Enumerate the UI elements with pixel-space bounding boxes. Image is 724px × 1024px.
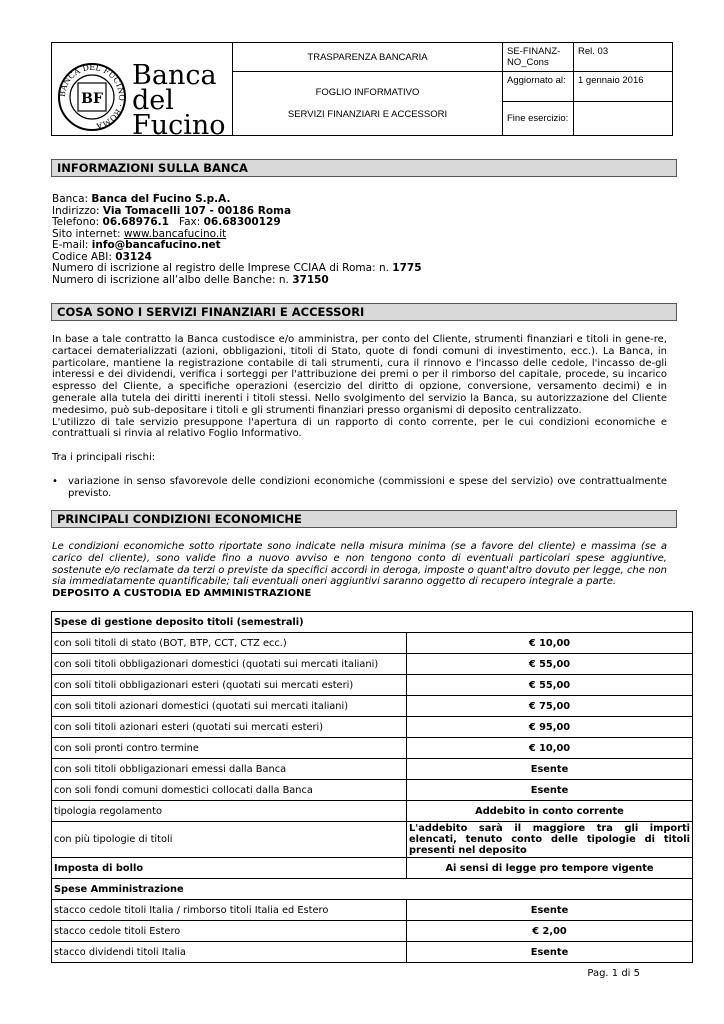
row-label: stacco dividendi titoli Italia: [52, 942, 407, 963]
website-link[interactable]: www.bancafucino.it: [123, 227, 227, 240]
row-label: con soli fondi comuni domestici collocati dalla Banca: [52, 780, 407, 801]
row-label: con soli titoli obbligazionari domestici (quotati sui mercati italiani): [52, 654, 407, 675]
header-title2: FOGLIO INFORMATIVO: [315, 86, 420, 98]
rischio-text: variazione in senso sfavorevole delle condizioni economiche (commissioni e spese del servizio) ove contrattualmente previsto.: [68, 476, 667, 499]
row-label: con soli titoli azionari esteri (quotati sui mercati esteri): [52, 717, 407, 738]
bullet-icon: •: [52, 476, 58, 487]
row-label: con soli titoli azionari domestici (quotati sui mercati italiani): [52, 696, 407, 717]
row-value: Addebito in conto corrente: [407, 801, 693, 822]
table-row: [52, 942, 693, 963]
row-label: con più tipologie di titoli: [52, 822, 407, 858]
table-row: [52, 717, 693, 738]
row-value: L'addebito sarà il maggiore tra gli importi elencati, tenuto conto delle tipologie di titoli presenti nel deposito: [407, 822, 693, 858]
row-value: Ai sensi di legge pro tempore vigente: [407, 858, 693, 879]
header-title3: SERVIZI FINANZIARI E ACCESSORI: [287, 108, 448, 120]
info-banca: Banca: Banca del Fucino S.p.A.: [52, 193, 231, 205]
table-row: [52, 633, 693, 654]
table-heading-spese-amministrazione: Spese Amministrazione: [52, 879, 693, 900]
updated-label: Aggiornato al:: [503, 72, 574, 102]
table-row: [52, 675, 693, 696]
table-row: [52, 738, 693, 759]
deposito-subtitle: DEPOSITO A CUSTODIA ED AMMINISTRAZIONE: [52, 588, 312, 599]
row-value: Esente: [407, 942, 693, 963]
table-row: [52, 900, 693, 921]
svg-text:BANCA DEL FUCINO · ROMA: BANCA DEL FUCINO · ROMA: [57, 62, 127, 131]
header-title-block: [233, 72, 503, 136]
table-heading-spese-gestione: Spese di gestione deposito titoli (semestrali): [52, 612, 693, 633]
info-telefono: Telefono: 06.68976.1 Fax: 06.68300129: [52, 216, 281, 228]
row-label: con soli titoli di stato (BOT, BTP, CCT, CTZ ecc.): [52, 633, 407, 654]
table-row: [52, 801, 693, 822]
bank-seal-logo: [56, 61, 128, 133]
release: Rel. 03: [574, 43, 673, 72]
table-row: [52, 759, 693, 780]
row-value: Esente: [407, 900, 693, 921]
email-link[interactable]: info@bancafucino.net: [91, 239, 221, 251]
row-label: stacco cedole titoli Italia / rimborso titoli Italia ed Estero: [52, 900, 407, 921]
doc-code: SE-FINANZ-NO_Cons: [503, 43, 574, 72]
info-registro: Numero di iscrizione al registro delle Imprese CCIAA di Roma: n. 1775: [52, 262, 422, 274]
servizi-description: [52, 334, 667, 440]
svg-text:BF: BF: [81, 91, 103, 107]
row-label: con soli titoli obbligazionari esteri (quotati sui mercati esteri): [52, 675, 407, 696]
bank-info-block: [52, 194, 422, 286]
info-sito: Sito internet: www.bancafucino.it: [52, 227, 227, 240]
info-albo: Numero di iscrizione all’albo delle Banche: n. 37150: [52, 273, 329, 286]
table-row: [52, 696, 693, 717]
table-row: [52, 858, 693, 879]
row-value: € 55,00: [407, 654, 693, 675]
rischi-intro: Tra i principali rischi:: [52, 452, 156, 463]
row-label: Imposta di bollo: [52, 858, 407, 879]
section-title-info-banca: INFORMAZIONI SULLA BANCA: [51, 159, 677, 177]
row-value: € 2,00: [407, 921, 693, 942]
updated-value: 1 gennaio 2016: [574, 72, 673, 102]
row-label: tipologia regolamento: [52, 801, 407, 822]
row-label: con soli titoli obbligazionari emessi dalla Banca: [52, 759, 407, 780]
fine-value: [574, 102, 673, 136]
header-table: [51, 42, 673, 141]
row-value: € 55,00: [407, 675, 693, 696]
table-row: [52, 822, 693, 858]
info-indirizzo: Indirizzo: Via Tomacelli 107 - 00186 Roma: [52, 204, 292, 217]
row-value: € 10,00: [407, 633, 693, 654]
conditions-table: [51, 611, 693, 963]
fine-label: Fine esercizio:: [503, 102, 574, 136]
logo-line1: Banca: [132, 60, 217, 91]
row-value: € 10,00: [407, 738, 693, 759]
bank-logo-text: [132, 60, 232, 141]
info-abi: Codice ABI: 03124: [52, 250, 152, 263]
page-number: Pag. 1 di 5: [587, 968, 640, 979]
info-email: E-mail: info@bancafucino.net: [52, 239, 221, 251]
section-title-servizi: COSA SONO I SERVIZI FINANZIARI E ACCESSORI: [51, 303, 677, 321]
header-title1: TRASPARENZA BANCARIA: [233, 43, 503, 72]
rischio-bullet: [52, 476, 667, 500]
servizi-paragraph1: In base a tale contratto la Banca custodisce e/o amministra, per conto del Cliente, strumenti finanziari e titoli in gene-re, cartacei dematerializzati (azioni, obbligazioni, titoli di Stato, quote di fondi comuni di investimento, ecc.). La Banca, in particolare, mantiene la registrazione contabile di tali strumenti, cura il rinnovo e l'incasso delle cedole, l'incasso de-gli interessi e dei dividendi, verifica i sorteggi per l'attribuzione dei premi o per il rimborso del capitale, procede, su incarico espresso del Cliente, a specifiche operazioni (esercizio del diritto di opzione, conversione, versamento decimi) e in generale alla tutela dei diritti inerenti i titoli stessi. Nello svolgimento del servizio la Banca, su autorizzazione del Cliente medesimo, può sub-depositare i titoli e gli strumenti finanziari presso organismi di deposito centralizzato.: [52, 334, 667, 416]
table-row: [52, 780, 693, 801]
table-row: [52, 921, 693, 942]
logo-cell: [52, 43, 233, 141]
section-title-condizioni: PRINCIPALI CONDIZIONI ECONOMICHE: [51, 510, 677, 528]
row-label: stacco cedole titoli Estero: [52, 921, 407, 942]
row-value: € 95,00: [407, 717, 693, 738]
condizioni-intro: Le condizioni economiche sotto riportate sono indicate nella misura minima (se a favore del cliente) e massima (se a carico del cliente), sono valide fino a nuovo avviso e non tengono conto di eventuali particolari spese aggiuntive, sostenute e/o reclamate da terzi o previste da specifici accordi in deroga, imposte o quant'altro dovuto per legge, che non sia immediatamente quantificabile; tali eventuali oneri aggiuntivi saranno oggetto di recupero integrale a parte.: [52, 541, 667, 588]
row-label: con soli pronti contro termine: [52, 738, 407, 759]
row-value: € 75,00: [407, 696, 693, 717]
servizi-paragraph2: L'utilizzo di tale servizio presuppone l'apertura di un rapporto di conto corrente, per le cui condizioni economiche e contrattuali si rinvia al relativo Foglio Informativo.: [52, 416, 667, 440]
row-value: Esente: [407, 759, 693, 780]
row-value: Esente: [407, 780, 693, 801]
logo-line2: del Fucino: [132, 85, 226, 141]
table-row: [52, 654, 693, 675]
